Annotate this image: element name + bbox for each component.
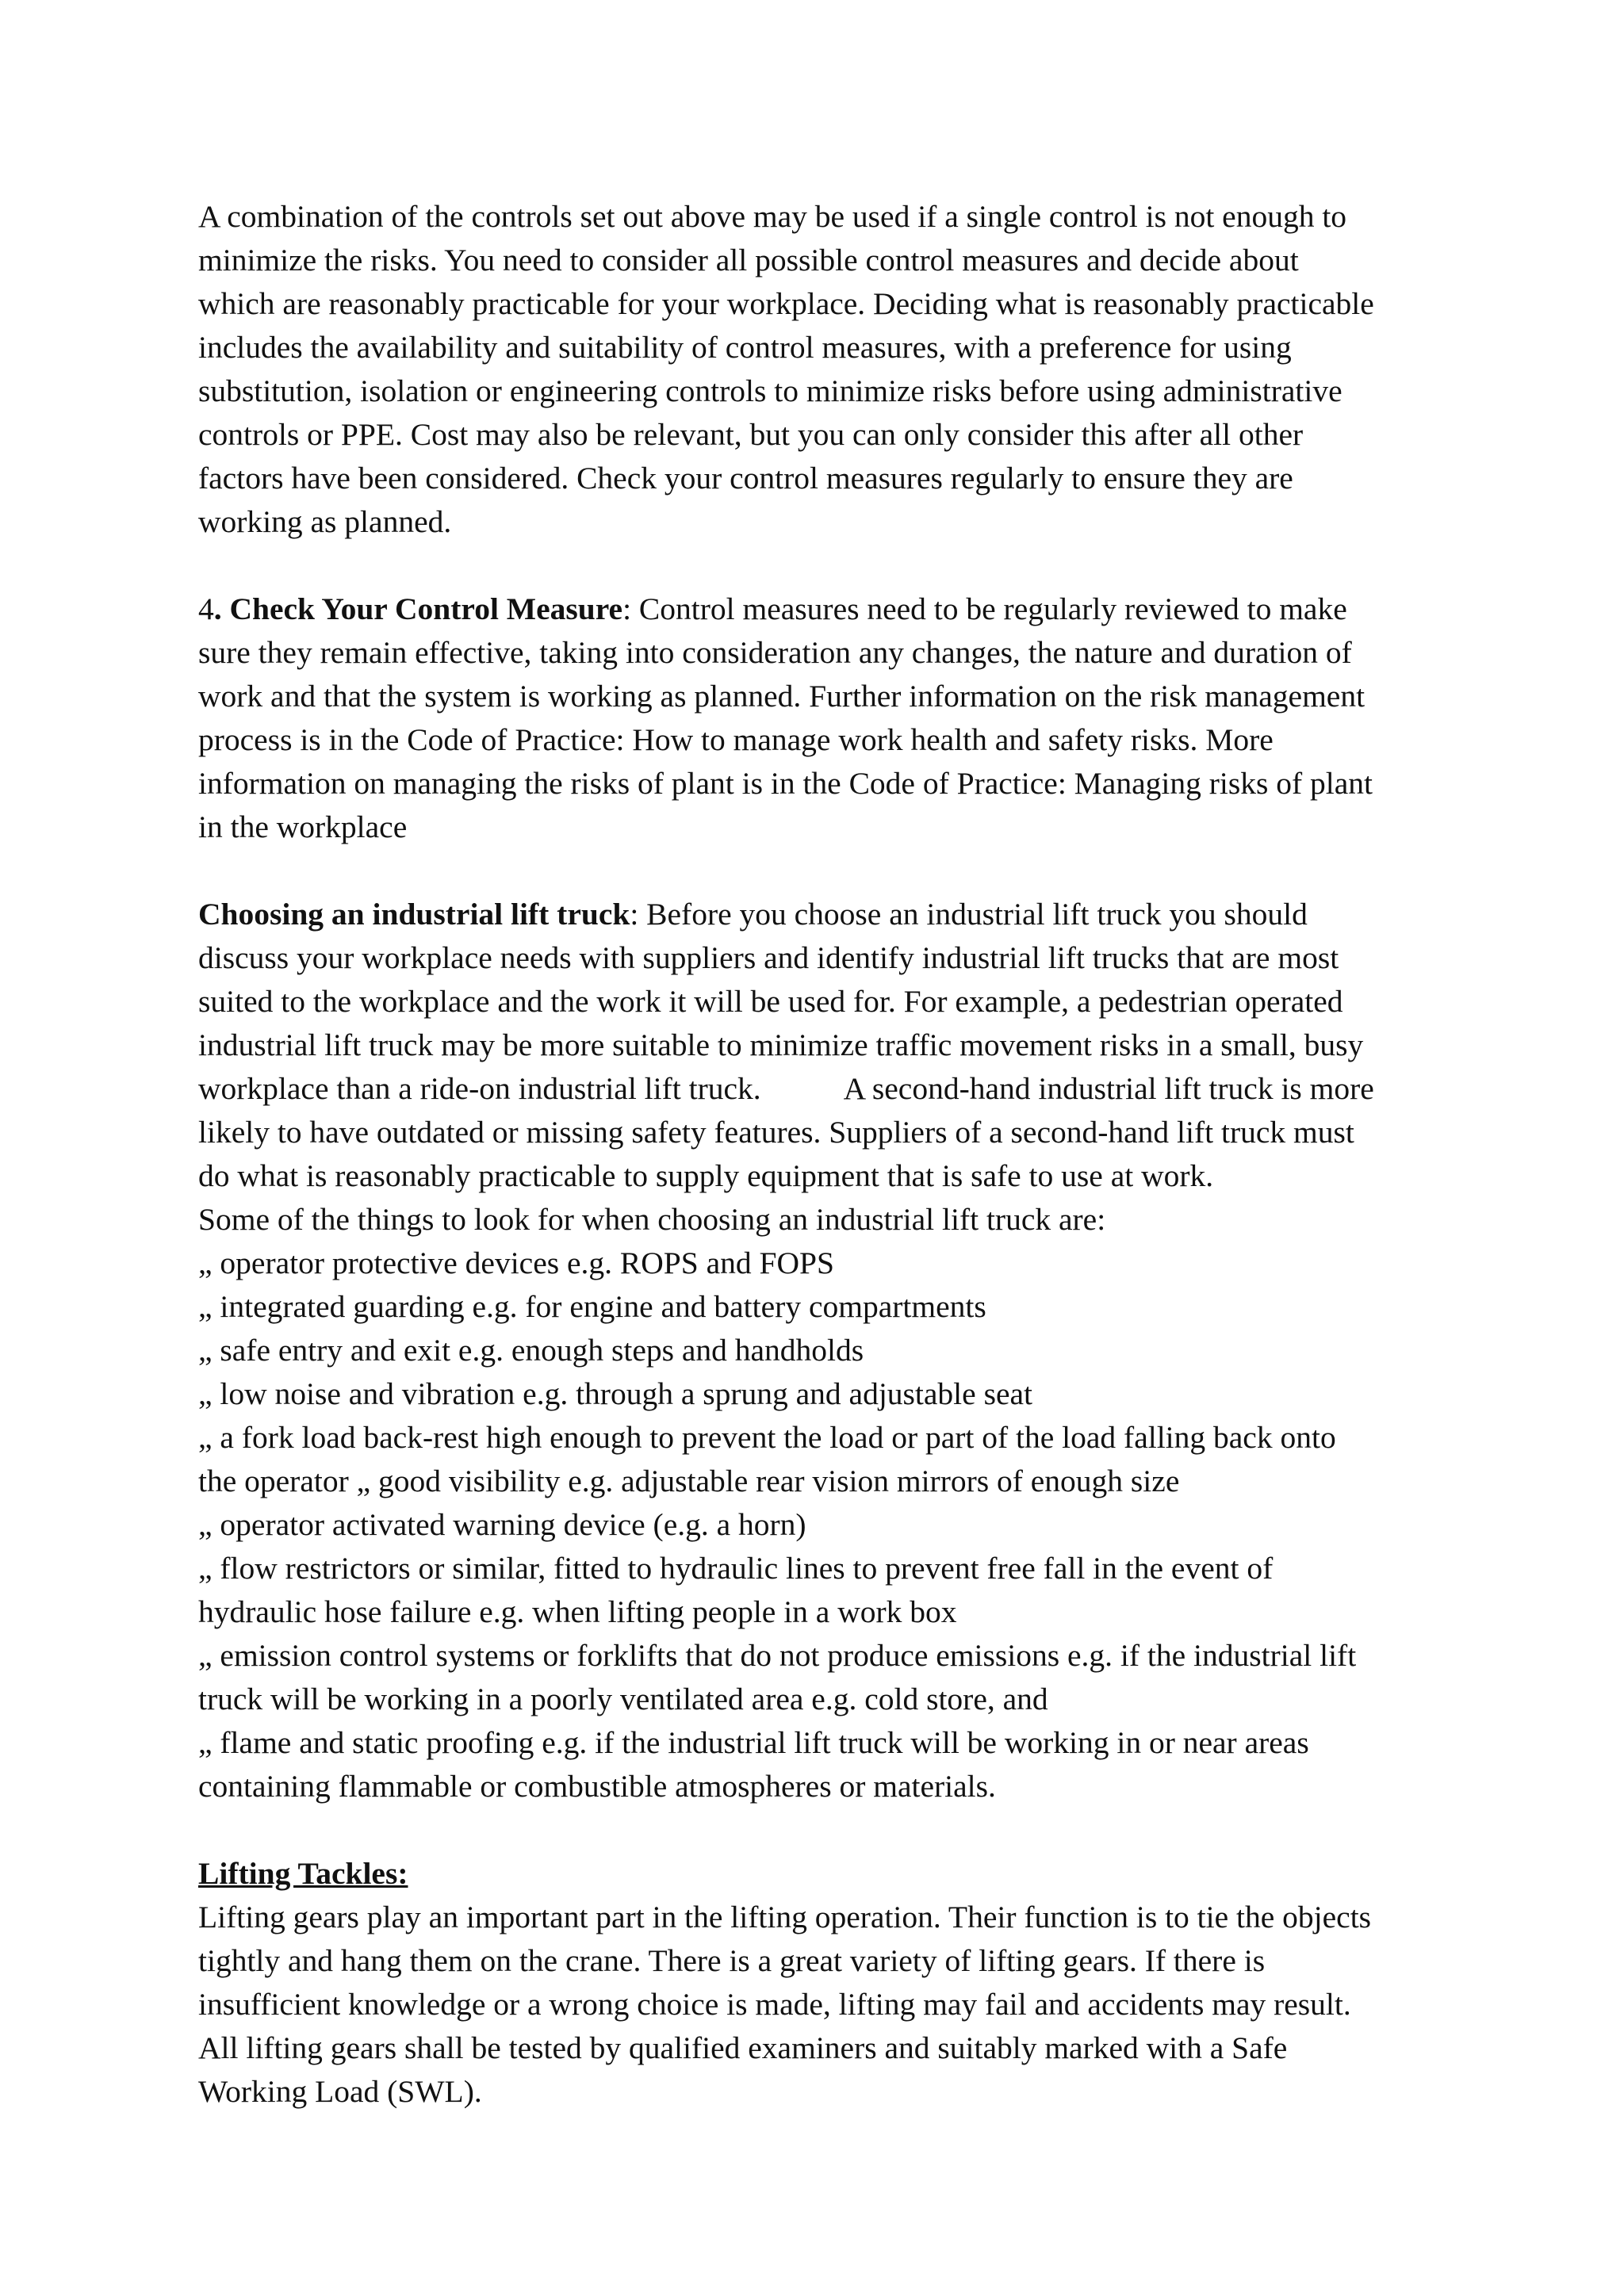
section-lifting-tackles: [198, 1852, 1451, 2114]
lift-truck-heading: Choosing an industrial lift truck: [198, 897, 630, 932]
paragraph-check-control-measure: [198, 587, 1451, 849]
text-line: [198, 893, 1451, 936]
text-line: which are reasonably practicable for your workplace. Deciding what is reasonably practicable: [198, 286, 1374, 321]
text-line: information on managing the risks of plant is in the Code of Practice: Managing risks of plant: [198, 766, 1373, 801]
text-line: in the workplace: [198, 809, 408, 844]
text-line: [198, 1067, 1451, 1111]
text-line: likely to have outdated or missing safety features. Suppliers of a second-hand lift truck must: [198, 1115, 1354, 1150]
text-line: work and that the system is working as planned. Further information on the risk management: [198, 679, 1365, 714]
paragraph-choosing-lift-truck: [198, 893, 1451, 1808]
step-number: 4: [198, 591, 214, 626]
list-item: „ operator activated warning device (e.g. a horn): [198, 1507, 806, 1542]
document-page: [198, 195, 1451, 2114]
text-line: includes the availability and suitability of control measures, with a preference for using: [198, 330, 1292, 365]
list-item: „ a fork load back-rest high enough to prevent the load or part of the load falling back onto: [198, 1420, 1336, 1455]
list-item: „ emission control systems or forklifts that do not produce emissions e.g. if the industrial lift: [198, 1638, 1357, 1673]
list-item: hydraulic hose failure e.g. when lifting people in a work box: [198, 1594, 957, 1629]
paragraph-gap: [198, 544, 1451, 587]
list-item: „ flame and static proofing e.g. if the industrial lift truck will be working in or near areas: [198, 1725, 1309, 1760]
list-item: „ operator protective devices e.g. ROPS and FOPS: [198, 1246, 834, 1280]
step-heading: . Check Your Control Measure: [213, 591, 623, 626]
text-line: process is in the Code of Practice: How to manage work health and safety risks. More: [198, 722, 1274, 757]
section-heading: Lifting Tackles:: [198, 1856, 408, 1891]
paragraph-gap: [198, 849, 1451, 893]
text-line: tightly and hang them on the crane. There is a great variety of lifting gears. If there is: [198, 1943, 1266, 1978]
paragraph-gap: [198, 1808, 1451, 1852]
text-line: A combination of the controls set out above may be used if a single control is not enough to: [198, 199, 1347, 234]
list-item: „ flow restrictors or similar, fitted to hydraulic lines to prevent free fall in the event of: [198, 1551, 1274, 1586]
list-item: „ integrated guarding e.g. for engine and battery compartments: [198, 1289, 986, 1324]
text-line: insufficient knowledge or a wrong choice is made, lifting may fail and accidents may result.: [198, 1987, 1351, 2022]
text-line: suited to the workplace and the work it will be used for. For example, a pedestrian operated: [198, 984, 1343, 1019]
paragraph-control-combination: [198, 195, 1451, 544]
text-line: minimize the risks. You need to consider all possible control measures and decide about: [198, 243, 1299, 277]
split-line-right: A second-hand industrial lift truck is more: [843, 1071, 1374, 1106]
heading-continuation: : Control measures need to be regularly reviewed to make: [622, 591, 1347, 626]
text-line: controls or PPE. Cost may also be relevant, but you can only consider this after all other: [198, 417, 1304, 452]
text-line: working as planned.: [198, 504, 452, 539]
list-item: „ low noise and vibration e.g. through a sprung and adjustable seat: [198, 1376, 1032, 1411]
text-line: discuss your workplace needs with suppliers and identify industrial lift trucks that are most: [198, 940, 1339, 975]
text-line: Working Load (SWL).: [198, 2074, 482, 2109]
text-line: All lifting gears shall be tested by qualified examiners and suitably marked with a Safe: [198, 2030, 1288, 2065]
text-line: factors have been considered. Check your control measures regularly to ensure they are: [198, 461, 1293, 496]
text-line: Lifting gears play an important part in the lifting operation. Their function is to tie the objects: [198, 1900, 1372, 1934]
list-item: „ safe entry and exit e.g. enough steps and handholds: [198, 1333, 864, 1368]
text-line: industrial lift truck may be more suitable to minimize traffic movement risks in a small, busy: [198, 1027, 1364, 1062]
list-item: truck will be working in a poorly ventilated area e.g. cold store, and: [198, 1682, 1048, 1716]
text-line: substitution, isolation or engineering controls to minimize risks before using administrative: [198, 373, 1342, 408]
heading-continuation: : Before you choose an industrial lift truck you should: [630, 897, 1308, 932]
text-line: do what is reasonably practicable to supply equipment that is safe to use at work.: [198, 1158, 1214, 1193]
split-line-left: workplace than a ride-on industrial lift truck.: [198, 1071, 761, 1106]
text-line: [198, 587, 1451, 631]
list-item: containing flammable or combustible atmospheres or materials.: [198, 1769, 996, 1804]
list-item: the operator „ good visibility e.g. adjustable rear vision mirrors of enough size: [198, 1464, 1180, 1498]
text-line: Some of the things to look for when choosing an industrial lift truck are:: [198, 1202, 1106, 1237]
text-line: sure they remain effective, taking into consideration any changes, the nature and duration of: [198, 635, 1352, 670]
